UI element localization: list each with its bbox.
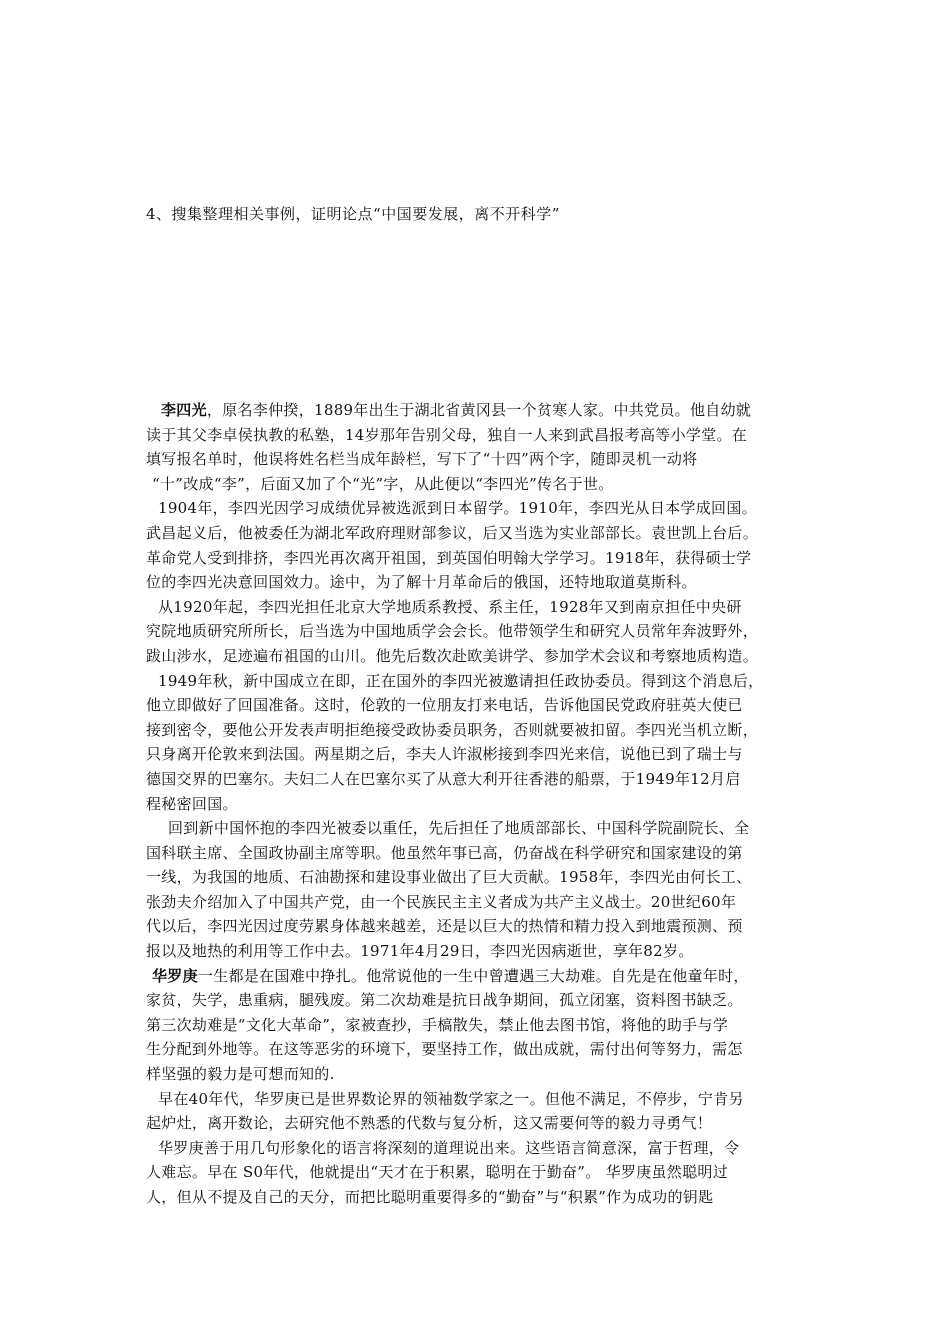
text-line: [146, 1185, 810, 1210]
text-line: [146, 1037, 810, 1062]
line-text: 样坚强的毅力是可想而知的.: [146, 1065, 335, 1084]
text-line: [146, 767, 810, 792]
line-text: 位的李四光决意回国效力。途中，为了解十月革命后的俄国，还特地取道莫斯科。: [146, 573, 697, 592]
line-text: 起炉灶，离开数论，去研究他不熟悉的代数与复分析，这又需要何等的毅力寻勇气！: [146, 1114, 713, 1133]
line-text: 究院地质研究所所长，后当选为中国地质学会会长。他带领学生和研究人员常年奔波野外，: [146, 622, 759, 641]
line-text: 早在40年代，华罗庚已是世界数论界的领袖数学家之一。但他不满足，不停步，宁肯另: [158, 1089, 744, 1108]
person-name: 李四光: [161, 401, 207, 419]
line-text: 武昌起义后，他被委任为湖北军政府理财部参议，后又当选为实业部部长。袁世凯上台后。: [146, 523, 759, 542]
line-text: 人，但从不提及自己的天分，而把比聪明重要得多的“勤奋”与“积累”作为成功的钥匙: [146, 1188, 714, 1206]
line-text: 一生都是在国难中挣扎。他常说他的一生中曾遭遇三大劫难。自先是在他童年时，: [197, 966, 749, 985]
line-text: 家贫，失学，患重病，腿残废。第二次劫难是抗日战争期间，孤立闭塞，资料图书缺乏。: [146, 991, 743, 1010]
line-text: 张劲夫介绍加入了中国共产党，由一个民族民主主义者成为共产主义战士。20世纪60年: [146, 892, 737, 911]
text-line: [146, 644, 810, 669]
text-line: [146, 521, 810, 546]
text-line: [146, 423, 810, 448]
line-text: 他立即做好了回国准备。这时，伦敦的一位朋友打来电话，告诉他国民党政府驻英大使已: [146, 696, 743, 715]
text-line: [146, 570, 810, 595]
text-line: [146, 718, 810, 743]
text-line: [146, 1111, 810, 1136]
task-heading: 4、搜集整理相关事例，证明论点“中国要发展，离不开科学”: [146, 205, 560, 223]
line-text: 填写报名单时，他误将姓名栏当成年龄栏，写下了“十四”两个字，随即灵机一动将: [146, 450, 698, 469]
text-line: [146, 914, 810, 939]
text-line: [146, 693, 810, 718]
line-text: 代以后，李四光因过度劳累身体越来越差，还是以巨大的热情和精力投入到地震预测、预: [146, 917, 743, 936]
line-text: 生分配到外地等。在这等恶劣的环境下，要坚持工作，做出成就，需付出何等努力，需怎: [146, 1040, 743, 1059]
line-text: 一线，为我国的地质、石油勘探和建设事业做出了巨大贡献。1958年，李四光由何长工、: [146, 868, 752, 887]
text-line: [146, 1013, 810, 1038]
line-text: 从1920年起，李四光担任北京大学地质系教授、系主任，1928年又到南京担任中央研: [158, 597, 742, 616]
line-text: 德国交界的巴塞尔。夫妇二人在巴塞尔买了从意大利开往香港的船票，于1949年12月启: [146, 769, 741, 788]
text-line: [146, 1087, 810, 1112]
line-text: 国科联主席、全国政协副主席等职。他虽然年事已高，仍奋战在科学研究和国家建设的第: [146, 843, 743, 862]
text-line: [146, 816, 810, 841]
line-text: 1949年秋，新中国成立在即，正在国外的李四光被邀请担任政协委员。得到这个消息后，: [158, 671, 764, 690]
line-text: 回到新中国怀抱的李四光被委以重任，先后担任了地质部部长、中国科学院副院长、全: [168, 819, 750, 838]
text-line: [146, 546, 810, 571]
line-text: 接到密令，要他公开发表声明拒绝接受政协委员职务，否则就要被扣留。李四光当机立断，: [146, 720, 759, 739]
text-line: [146, 742, 810, 767]
text-line: [146, 619, 810, 644]
line-text: 革命党人受到排挤，李四光再次离开祖国，到英国伯明翰大学学习。1918年，获得硕士学: [146, 548, 752, 567]
text-line: [146, 792, 810, 817]
line-text: ，原名李仲揆，1889年出生于湖北省黄冈县一个贫寒人家。中共党员。他自幼就: [206, 401, 752, 419]
text-line: [146, 841, 810, 866]
line-text: 报以及地热的利用等工作中去。1971年4月29日，李四光因病逝世，享年82岁。: [146, 942, 694, 961]
text-line: [146, 1062, 810, 1087]
text-line: [146, 595, 810, 620]
line-text: 程秘密回国。: [146, 794, 238, 813]
text-line: [146, 496, 810, 521]
text-line: [146, 472, 810, 497]
line-text: 第三次劫难是“文化大革命”，家被查抄，手槁散失，禁止他去图书馆，将他的助手与学: [146, 1015, 729, 1034]
text-line: [146, 890, 810, 915]
essay-body: [146, 398, 810, 1210]
text-line: [146, 669, 810, 694]
line-text: 华罗庚善于用几句形象化的语言将深刻的道理说出来。这些语言简意深，富于哲理，令: [158, 1138, 740, 1157]
line-text: 1904年，李四光因学习成绩优异被选派到日本留学。1910年，李四光从日本学成回国。: [158, 499, 757, 518]
line-text: 跋山涉水，足迹遍布祖国的山川。他先后数次赴欧美讲学、参加学术会议和考察地质构造。: [146, 646, 759, 665]
text-line: [146, 988, 810, 1013]
line-text: 只身离开伦敦来到法国。两星期之后，李夫人许淑彬接到李四光来信，说他已到了瑞士与: [146, 745, 743, 764]
text-line: [146, 447, 810, 472]
text-line: [146, 398, 810, 423]
text-line: [146, 1136, 810, 1161]
line-text: 读于其父李卓侯执教的私塾，14岁那年告别父母，独自一人来到武昌报考高等小学堂。在: [146, 425, 748, 444]
line-text: “十”改成“李”，后面又加了个“光”字，从此便以“李四光”传名于世。: [152, 474, 614, 493]
text-line: [146, 939, 810, 964]
text-line: [146, 964, 810, 989]
line-text: 人难忘。早在 S0年代，他就提出“天才在于积累，聪明在于勤奋”。 华罗庚虽然聪明过: [146, 1163, 728, 1182]
text-line: [146, 1160, 810, 1185]
text-line: [146, 865, 810, 890]
person-name: 华罗庚: [152, 966, 198, 985]
